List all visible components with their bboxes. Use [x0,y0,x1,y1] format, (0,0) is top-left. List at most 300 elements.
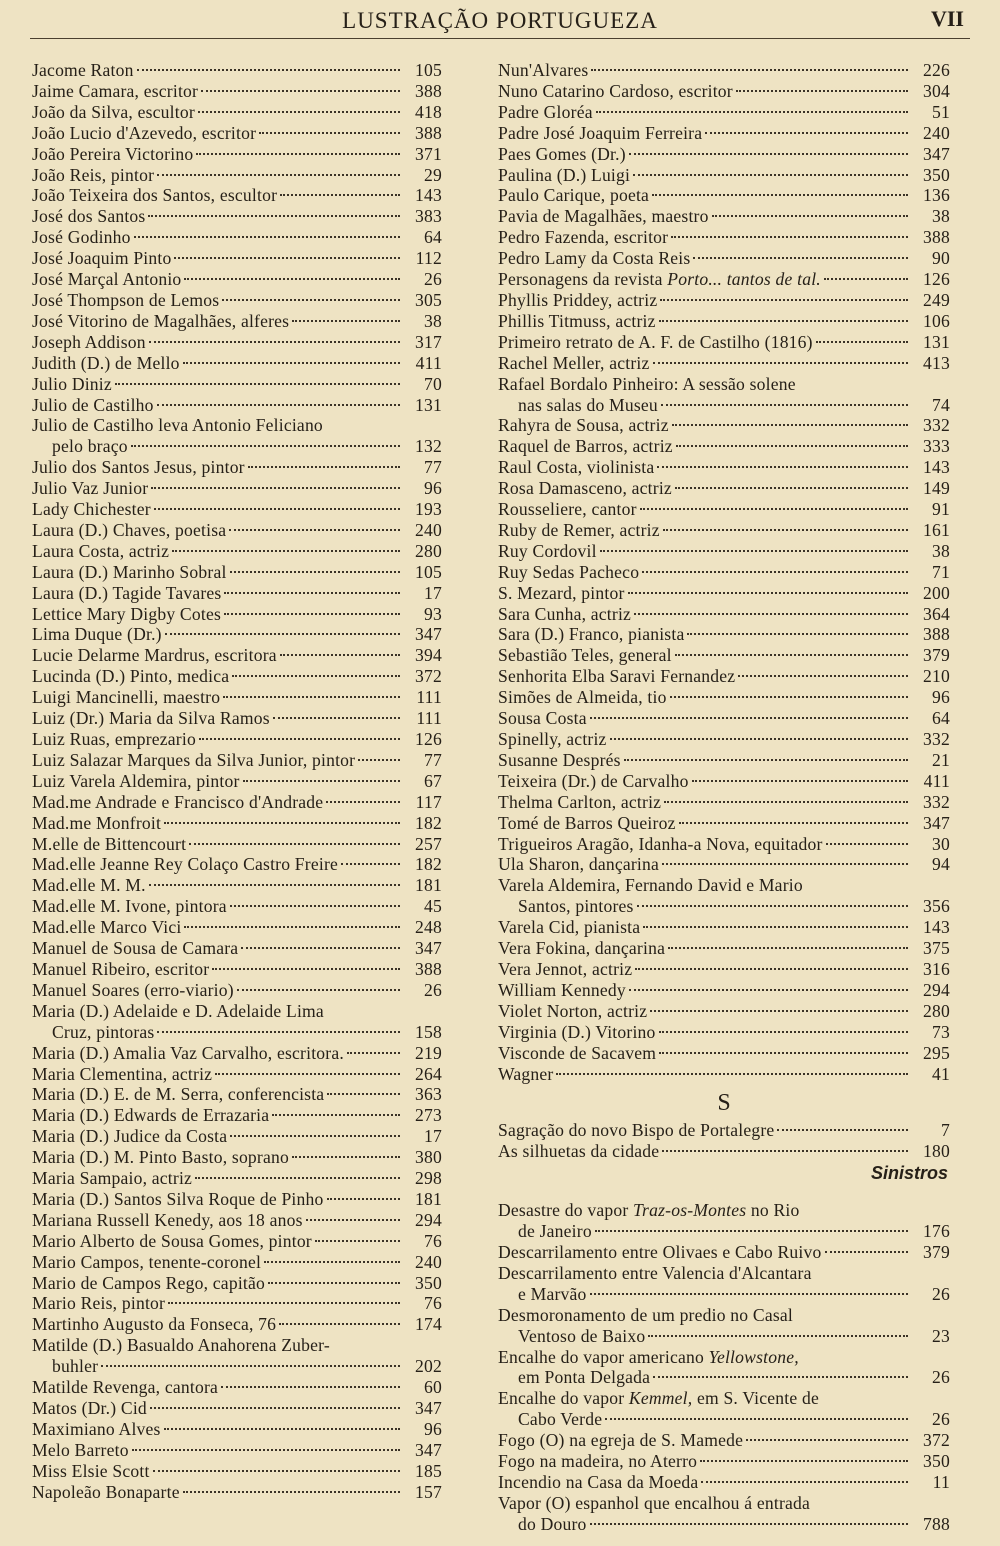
index-entry [498,81,950,102]
page-ref: 76 [424,1293,442,1314]
entry-text [498,248,690,269]
entry-text [498,645,672,666]
dot-leader [670,696,908,698]
entry-line [32,185,442,206]
entry-text [498,687,667,708]
dot-leader [230,905,400,907]
entry-name-continued: Santos, pintores [518,896,634,917]
page-ref: 347 [415,938,442,959]
entry-text [498,123,702,144]
entry-text [498,374,796,394]
page-ref: 17 [424,1126,442,1147]
index-entry [32,604,442,625]
entry-line [32,1273,442,1294]
entry-name: Nun'Alvares [498,60,589,80]
entry-name: Sara (D.) Franco, pianista [498,624,685,645]
entry-text [498,102,593,123]
page-ref: 136 [923,185,950,206]
index-entry [498,227,950,248]
entry-name: Mario Alberto de Sousa Gomes, pintor [32,1230,312,1251]
entry-continuation [498,896,950,917]
entry-name: Maria (D.) Adelaide e D. Adelaide Lima [32,1000,324,1021]
dot-leader [224,613,400,615]
index-entry [498,875,950,917]
entry-line [498,353,950,374]
entry-line [498,165,950,186]
entry-name: Matilde Revenga, cantora [32,1377,219,1398]
entry-name: Susanne Després [498,749,621,770]
index-entry [32,917,442,938]
dot-leader [629,153,908,155]
entry-text [498,854,659,875]
dot-leader [664,801,908,803]
entry-text [32,332,146,353]
dot-leader [347,1052,400,1054]
entry-line [32,395,442,416]
entry-line [498,875,950,896]
index-entry [32,1398,442,1419]
index-entry [32,1168,442,1189]
entry-text [32,185,277,206]
dot-leader [629,989,908,991]
entry-text [498,792,661,813]
entry-name: Lettice Mary Digby Cotes [32,603,222,624]
page-ref: 181 [415,1188,442,1209]
page-ref: 41 [932,1063,950,1084]
dot-leader [243,780,400,782]
entry-text [498,1305,793,1325]
dot-leader [221,1386,400,1388]
index-entry [498,1064,950,1085]
entry-line [32,729,442,750]
index-entry [498,1242,950,1263]
page-ref: 332 [923,791,950,812]
page-number: VII [930,6,964,31]
index-entry [498,687,950,708]
entry-text-rest: no Rio [746,1200,800,1221]
index-entry [32,520,442,541]
page-ref: 394 [415,645,442,666]
index-entry [498,792,950,813]
entry-line [32,1105,442,1126]
entry-text [32,1064,212,1085]
index-entry [32,248,442,269]
page-ref: 143 [415,185,442,206]
page-ref: 418 [415,101,442,122]
entry-name: Ruy Cordovil [498,540,597,561]
entry-text [498,729,607,750]
dot-leader [153,1470,400,1472]
entry-text [32,227,131,248]
entry-text [32,1252,261,1273]
dot-leader [198,111,400,113]
entry-name: Padre Gloréa [498,101,593,122]
index-entry [32,562,442,583]
page-ref: 347 [415,624,442,645]
index-entry [32,144,442,165]
index-entry [498,666,950,687]
page-ref: 26 [932,1283,950,1304]
entry-name: Mario de Campos Rego, capitão [32,1272,265,1293]
index-entry [498,959,950,980]
dot-leader [628,592,908,594]
entry-name: João Teixeira dos Santos, escultor [32,185,278,206]
entry-name: José dos Santos [32,206,146,227]
entry-name: Mariana Russell Kenedy, aos 18 anos [32,1209,303,1230]
entry-text [32,353,180,374]
index-entry [498,499,950,520]
entry-line [32,144,442,165]
entry-line [498,520,950,541]
dot-leader [154,508,400,510]
dot-leader [148,215,400,217]
section-sinistros-title: Sinistros [870,1163,948,1184]
entry-name: Joseph Addison [32,331,146,352]
index-entry [498,332,950,353]
entry-line [32,1419,442,1440]
index-entry [498,248,950,269]
entry-text [498,478,672,499]
dot-leader [659,320,908,322]
entry-name: José Godinho [32,227,131,248]
entry-name: João Lucio d'Azevedo, escritor [32,122,257,143]
entry-text [498,917,640,938]
index-entry [32,1043,442,1064]
page-ref: 375 [923,938,950,959]
dot-leader [149,341,400,343]
entry-line [32,854,442,875]
page-ref: 316 [923,958,950,979]
entry-line [32,1335,442,1356]
entry-text [32,854,338,875]
index-entry [498,1347,950,1389]
dot-leader [341,863,400,865]
dot-leader [183,362,400,364]
dot-leader [653,362,909,364]
entry-continuation [498,1326,950,1347]
entry-continuation [32,1022,442,1043]
entry-name: As silhuetas da cidade [498,1141,660,1162]
dot-leader [693,257,908,259]
entry-text [32,1084,324,1105]
dot-leader [824,278,908,280]
entry-text [32,771,240,792]
index-entry [32,541,442,562]
entry-name: Simões de Almeida, tio [498,687,667,708]
entry-name: Julio Vaz Junior [32,478,149,499]
index-entry [498,353,950,374]
dot-leader [215,1073,400,1075]
entry-name: Ruy Sedas Pacheco [498,561,640,582]
page-ref: 131 [415,394,442,415]
entry-line [32,1231,442,1252]
entry-line [498,1472,950,1493]
index-entry [32,708,442,729]
dot-leader [232,675,400,677]
entry-name: Raquel de Barros, actriz [498,436,673,457]
entry-line [32,227,442,248]
index-entry [498,624,950,645]
index-entry [498,1120,950,1141]
entry-line [32,60,442,81]
entry-name: Mad.elle Marco Vici [32,917,182,938]
entry-name: Paes Gomes (Dr.) [498,143,626,164]
page-ref: 788 [923,1513,950,1534]
entry-line [498,185,950,206]
index-entry [32,332,442,353]
index-entry [498,917,950,938]
entry-name: Mario Reis, pintor [32,1293,166,1314]
dot-leader [248,466,400,468]
entry-name: Tomé de Barros Queiroz [498,812,676,833]
entry-text [498,332,813,353]
entry-name: Martinho Augusto da Fonseca, 76 [32,1314,277,1335]
index-entry [32,1314,442,1335]
entry-line [32,666,442,687]
entry-text [32,415,323,435]
dot-leader [201,90,400,92]
entry-line [32,917,442,938]
dot-leader [132,1449,400,1451]
dot-leader [164,822,400,824]
dot-leader [164,1428,400,1430]
dot-leader [279,1323,400,1325]
entry-name: Judith (D.) de Mello [32,352,180,373]
page-ref: 294 [923,979,950,1000]
entry-name: Rousseliere, cantor [498,499,637,520]
entry-name: Rafael Bordalo Pinheiro: A sessão solene [498,373,796,394]
index-entry [32,165,442,186]
page-ref: 76 [424,1230,442,1251]
entry-name: Thelma Carlton, actriz [498,791,662,812]
entry-line [498,227,950,248]
index-entry [32,415,442,457]
dot-leader [184,926,400,928]
page-ref: 105 [415,561,442,582]
index-entry [498,938,950,959]
entry-text [498,1043,656,1064]
entry-name: Primeiro retrato de A. F. de Castilho (1816) [498,331,813,352]
entry-text [32,604,221,625]
entry-name: Padre José Joaquim Ferreira [498,122,703,143]
page-ref: 388 [415,80,442,101]
index-entry [32,499,442,520]
page-ref: 93 [424,603,442,624]
entry-line [498,248,950,269]
page-ref: 126 [923,269,950,290]
page-ref: 105 [415,60,442,80]
entry-text [498,708,587,729]
entry-name: Desastre do vapor [498,1200,634,1221]
index-entry [32,1419,442,1440]
entry-name: Luiz Salazar Marques da Silva Junior, pintor [32,749,356,770]
entry-name: Luiz Ruas, emprezario [32,729,196,749]
index-entry [32,1293,442,1314]
entry-text [32,1189,324,1210]
page-ref: 26 [932,1409,950,1430]
entry-line [32,1064,442,1085]
dot-leader [150,1407,400,1409]
index-entry [498,60,950,81]
index-entry [498,1022,950,1043]
entry-text [32,1482,180,1503]
index-entry [32,227,442,248]
page-ref: 240 [415,1251,442,1272]
entry-line [498,917,950,938]
entry-name: Pedro Lamy da Costa Reis [498,248,691,269]
left-column [32,60,442,1503]
index-entry [32,123,442,144]
entry-name: Desmoronamento de um predio no Casal [498,1304,793,1325]
entry-text [32,917,181,938]
index-entry [32,60,442,81]
dot-leader [157,174,400,176]
dot-leader [657,466,908,468]
entry-text [32,81,198,102]
entry-text [32,520,226,541]
entry-name-continued: Ventoso de Baixo [518,1325,646,1346]
page-ref: 294 [415,1209,442,1230]
entry-text [32,1126,227,1147]
entry-name: Julio dos Santos Jesus, pintor [32,457,245,478]
entry-name: José Vitorino de Magalhães, alferes [32,310,290,331]
dot-leader [172,550,400,552]
entry-line [498,938,950,959]
entry-text [32,374,112,395]
page-ref: 11 [932,1472,950,1492]
entry-line [32,102,442,123]
dot-leader [168,1302,400,1304]
index-entry [32,1126,442,1147]
entry-name: Ruby de Remer, actriz [498,519,660,540]
entry-text [498,1022,656,1043]
dot-leader [195,1177,400,1179]
page-ref: 96 [424,1418,442,1439]
entry-text [32,875,146,896]
entry-name: Ula Sharon, dançarina [498,854,660,875]
entry-text [498,499,637,520]
index-entry [498,144,950,165]
entry-text [32,290,219,311]
dot-leader [736,90,908,92]
index-entry [498,185,950,206]
page-ref: 26 [424,269,442,290]
entry-line [498,1242,950,1263]
entry-text [498,311,656,332]
entry-line [498,583,950,604]
entry-name: Lucie Delarme Mardrus, escritora [32,645,277,666]
dot-leader [643,926,908,928]
entry-text [32,938,238,959]
entry-name: Melo Barreto [32,1439,129,1460]
entry-name: Pavia de Magalhães, maestro [498,206,709,227]
index-entry [32,1482,442,1503]
dot-leader [115,383,400,385]
entry-line [32,541,442,562]
entry-line [32,1293,442,1314]
entry-line [32,750,442,771]
entry-name: Napoleão Bonaparte [32,1481,180,1502]
entry-text [498,1242,822,1263]
entry-line [498,1430,950,1451]
entry-line [32,478,442,499]
dot-leader [137,69,400,71]
dot-leader [663,529,908,531]
dot-leader [199,738,400,740]
page-ref: 90 [932,248,950,269]
entry-text [32,102,195,123]
page-ref: 74 [932,394,950,415]
page-ref: 23 [932,1325,950,1346]
dot-leader [640,508,908,510]
entry-line [32,896,442,917]
section-letter-s: S [717,1090,731,1117]
page-ref: 70 [424,373,442,394]
right-entries [498,60,950,1084]
index-entry [32,771,442,792]
entry-text [32,750,355,771]
entry-name: Descarrilamento entre Valencia d'Alcantara [498,1262,812,1283]
entry-name: Mario Campos, tenente-coronel [32,1251,262,1272]
index-entry [498,457,950,478]
index-entry [32,959,442,980]
page-ref: 388 [415,958,442,979]
entry-line [498,854,950,875]
index-entry [498,1430,950,1451]
entry-name: Fogo (O) na egreja de S. Mamede [498,1430,744,1451]
page-ref: 193 [415,499,442,520]
page-ref: 383 [415,206,442,227]
dot-leader [292,1156,400,1158]
entry-line [498,1451,950,1472]
entry-name: Laura (D.) Tagide Tavares [32,582,222,603]
dot-leader [165,633,400,635]
entry-text [32,1419,161,1440]
entry-text [498,624,684,645]
index-entry [32,666,442,687]
entry-name: Sebastião Teles, general [498,645,672,666]
entry-line [498,834,950,855]
entry-text [32,1231,312,1252]
page-ref: 132 [415,436,442,457]
dot-leader [701,1481,908,1483]
entry-line [32,771,442,792]
entry-name: M.elle de Bittencourt [32,833,187,854]
page-ref: 388 [415,122,442,143]
entry-text [32,248,171,269]
page-ref: 21 [932,749,950,770]
index-entry [498,834,950,855]
entry-name: Maria (D.) E. de M. Serra, conferencista [32,1084,325,1105]
entry-name: Teixeira (Dr.) de Carvalho [498,770,689,791]
dot-leader [712,215,908,217]
entry-name: Manuel Ribeiro, escritor [32,958,210,979]
entry-text [32,562,227,583]
entry-text [498,938,665,959]
dot-leader [610,738,908,740]
entry-name-continued: buhler [52,1356,99,1377]
page-ref: 96 [932,687,950,708]
dot-leader [184,278,400,280]
dot-leader [189,843,400,845]
entry-name: Encalhe do vapor americano [498,1346,709,1367]
entry-line [498,541,950,562]
page-ref: 219 [415,1042,442,1063]
page-ref: 364 [923,603,950,624]
dot-leader [101,1365,400,1367]
entry-line [498,1263,950,1284]
entry-line [498,687,950,708]
